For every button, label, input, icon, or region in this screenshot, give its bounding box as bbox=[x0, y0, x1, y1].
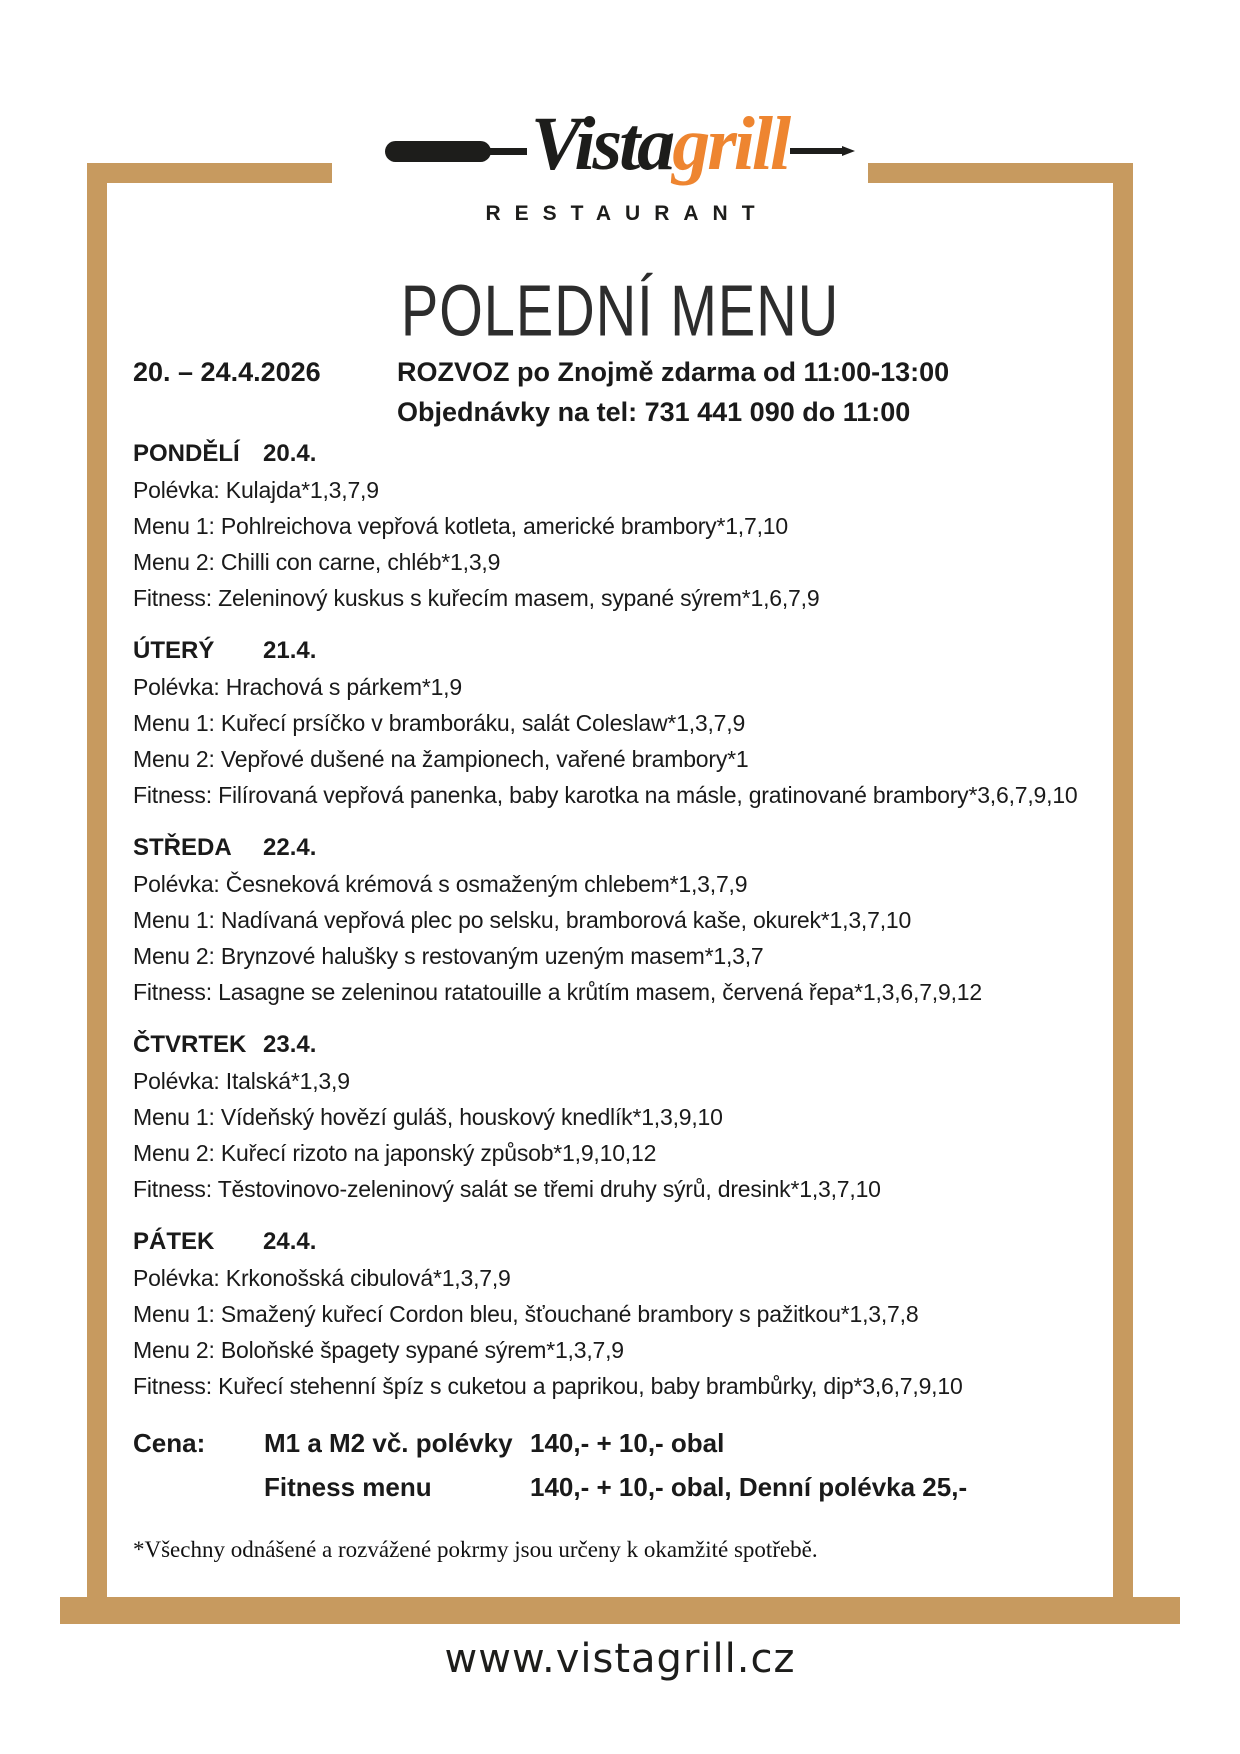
skewer-tip-icon bbox=[790, 146, 855, 156]
day-section-wednesday bbox=[133, 830, 1160, 1010]
day-date: 22.4. bbox=[263, 834, 317, 861]
weekly-menu bbox=[133, 436, 1160, 1404]
day-name: STŘEDA bbox=[133, 834, 232, 861]
menu-line-soup: Polévka: Hrachová s párkem*1,9 bbox=[133, 674, 462, 700]
menu-line-fitness: Fitness: Těstovinovo-zeleninový salát se třemi druhy sýrů, dresink*1,3,7,10 bbox=[133, 1176, 881, 1202]
logo-row bbox=[0, 92, 1240, 196]
menu-line-soup: Polévka: Česneková krémová s osmaženým chlebem*1,3,7,9 bbox=[133, 871, 748, 897]
brand-vista: Vista bbox=[530, 102, 673, 186]
day-date: 24.4. bbox=[263, 1228, 317, 1255]
day-heading bbox=[133, 1224, 1160, 1260]
menu-line-menu2: Menu 2: Vepřové dušené na žampionech, vařené brambory*1 bbox=[133, 746, 749, 772]
consumption-footnote: *Všechny odnášené a rozvážené pokrmy jsou určeny k okamžité spotřebě. bbox=[133, 1537, 818, 1562]
spatula-skewer-icon bbox=[385, 141, 527, 162]
price-label: Cena: bbox=[133, 1428, 206, 1458]
website-url: www.vistagrill.cz bbox=[444, 1636, 796, 1682]
price-item-value: 140,- + 10,- obal, Denní polévka 25,- bbox=[530, 1472, 968, 1502]
menu-line-soup: Polévka: Italská*1,3,9 bbox=[133, 1068, 350, 1094]
brand-wordmark bbox=[531, 94, 788, 194]
menu-line-soup: Polévka: Krkonošská cibulová*1,3,7,9 bbox=[133, 1265, 511, 1291]
menu-line-menu1: Menu 1: Kuřecí prsíčko v bramboráku, salát Coleslaw*1,3,7,9 bbox=[133, 710, 746, 736]
day-name: ÚTERÝ bbox=[133, 637, 215, 664]
day-heading bbox=[133, 830, 1160, 866]
day-name: ČTVRTEK bbox=[133, 1031, 247, 1058]
menu-line-menu2: Menu 2: Brynzové halušky s restovaným uzeným masem*1,3,7 bbox=[133, 943, 764, 969]
logo-subtitle: RESTAURANT bbox=[485, 202, 769, 225]
day-name: PÁTEK bbox=[133, 1228, 215, 1255]
menu-line-menu2: Menu 2: Kuřecí rizoto na japonský způsob*1,9,10,12 bbox=[133, 1140, 657, 1166]
skewer-point bbox=[842, 146, 855, 156]
menu-line-menu2: Menu 2: Boloňské špagety sypané sýrem*1,3,7,9 bbox=[133, 1337, 624, 1363]
day-date: 21.4. bbox=[263, 637, 317, 664]
menu-line-menu1: Menu 1: Pohlreichova vepřová kotleta, americké brambory*1,7,10 bbox=[133, 513, 788, 539]
brand-grill: grill bbox=[672, 102, 789, 186]
menu-line-menu2: Menu 2: Chilli con carne, chléb*1,3,9 bbox=[133, 549, 501, 575]
page-title: POLEDNÍ MENU bbox=[400, 269, 840, 352]
frame-border-bottom bbox=[60, 1597, 1180, 1624]
header-row-2: Objednávky na tel: 731 441 090 do 11:00 bbox=[397, 397, 911, 427]
day-date: 23.4. bbox=[263, 1031, 317, 1058]
menu-content-column bbox=[133, 352, 1160, 1563]
header-row-1 bbox=[133, 352, 1160, 392]
price-item-name: Fitness menu bbox=[264, 1472, 432, 1502]
date-range: 20. – 24.4.2026 bbox=[133, 357, 321, 387]
spatula-shaft bbox=[483, 148, 527, 155]
restaurant-logo bbox=[0, 92, 1240, 226]
menu-line-fitness: Fitness: Lasagne se zeleninou ratatouille a krůtím masem, červená řepa*1,3,6,7,9,12 bbox=[133, 979, 982, 1005]
price-block bbox=[133, 1421, 1160, 1509]
spatula-handle bbox=[385, 141, 491, 162]
price-row-menus bbox=[133, 1421, 1160, 1465]
skewer-shaft bbox=[790, 148, 842, 154]
day-date: 20.4. bbox=[263, 440, 317, 467]
menu-line-soup: Polévka: Kulajda*1,3,7,9 bbox=[133, 477, 379, 503]
title-wrap bbox=[0, 268, 1240, 352]
frame-border-left bbox=[87, 163, 107, 1597]
menu-line-fitness: Fitness: Kuřecí stehenní špíz s cuketou a paprikou, baby brambůrky, dip*3,6,7,9,10 bbox=[133, 1373, 963, 1399]
menu-line-fitness: Fitness: Filírovaná vepřová panenka, baby karotka na másle, gratinované brambory*3,6,7,9,10 bbox=[133, 782, 1078, 808]
price-item-name: M1 a M2 vč. polévky bbox=[264, 1428, 513, 1458]
delivery-info: ROZVOZ po Znojmě zdarma od 11:00-13:00 bbox=[397, 357, 950, 387]
day-section-monday bbox=[133, 436, 1160, 616]
day-name: PONDĚLÍ bbox=[133, 440, 240, 467]
day-section-tuesday bbox=[133, 633, 1160, 813]
day-section-thursday bbox=[133, 1027, 1160, 1207]
menu-line-menu1: Menu 1: Smažený kuřecí Cordon bleu, šťouchané brambory s pažitkou*1,3,7,8 bbox=[133, 1301, 919, 1327]
price-item-value: 140,- + 10,- obal bbox=[530, 1428, 725, 1458]
menu-line-fitness: Fitness: Zeleninový kuskus s kuřecím masem, sypané sýrem*1,6,7,9 bbox=[133, 585, 820, 611]
day-heading bbox=[133, 436, 1160, 472]
day-heading bbox=[133, 633, 1160, 669]
day-section-friday bbox=[133, 1224, 1160, 1404]
menu-line-menu1: Menu 1: Vídeňský hovězí guláš, houskový knedlík*1,3,9,10 bbox=[133, 1104, 723, 1130]
day-heading bbox=[133, 1027, 1160, 1063]
price-row-fitness bbox=[133, 1465, 1160, 1509]
menu-line-menu1: Menu 1: Nadívaná vepřová plec po selsku, bramborová kaše, okurek*1,3,7,10 bbox=[133, 907, 912, 933]
